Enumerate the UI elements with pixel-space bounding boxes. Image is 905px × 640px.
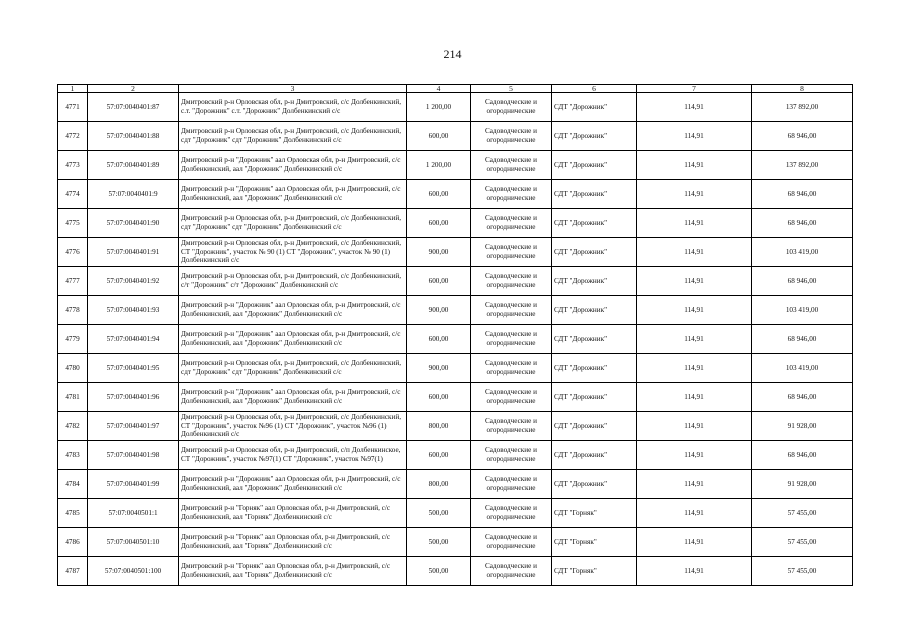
column-header: 7 bbox=[637, 85, 752, 93]
row-number-cell: 4787 bbox=[58, 557, 88, 586]
area-cell: 900,00 bbox=[407, 238, 471, 267]
total-value-cell: 103 419,00 bbox=[752, 238, 853, 267]
total-value-cell: 68 946,00 bbox=[752, 441, 853, 470]
land-use-cell: Садоводческие и огороднические bbox=[471, 499, 552, 528]
cadastral-number-cell: 57:07:0040401:94 bbox=[88, 325, 179, 354]
row-number-cell: 4786 bbox=[58, 528, 88, 557]
land-use-cell: Садоводческие и огороднические bbox=[471, 296, 552, 325]
address-cell: Дмитровский р-н "Горняк" аал Орловская обл, р-н Дмитровский, с/с Долбенкинский, аал "Горняк" Долбенкинский с/с bbox=[179, 557, 407, 586]
row-number-cell: 4785 bbox=[58, 499, 88, 528]
cadastral-number-cell: 57:07:0040501:1 bbox=[88, 499, 179, 528]
unit-price-cell: 114,91 bbox=[637, 325, 752, 354]
address-cell: Дмитровский р-н "Дорожник" аал Орловская обл, р-н Дмитровский, с/с Долбенкинский, аал "Дорожник" Долбенкинский с/с bbox=[179, 296, 407, 325]
organization-cell: СДТ "Дорожник" bbox=[552, 325, 637, 354]
row-number-cell: 4773 bbox=[58, 151, 88, 180]
land-use-cell: Садоводческие и огороднические bbox=[471, 470, 552, 499]
row-number-cell: 4780 bbox=[58, 354, 88, 383]
total-value-cell: 57 455,00 bbox=[752, 557, 853, 586]
area-cell: 800,00 bbox=[407, 412, 471, 441]
land-use-cell: Садоводческие и огороднические bbox=[471, 267, 552, 296]
unit-price-cell: 114,91 bbox=[637, 93, 752, 122]
column-header: 6 bbox=[552, 85, 637, 93]
unit-price-cell: 114,91 bbox=[637, 151, 752, 180]
organization-cell: СДТ "Дорожник" bbox=[552, 296, 637, 325]
area-cell: 500,00 bbox=[407, 528, 471, 557]
unit-price-cell: 114,91 bbox=[637, 470, 752, 499]
area-cell: 800,00 bbox=[407, 470, 471, 499]
organization-cell: СДТ "Дорожник" bbox=[552, 354, 637, 383]
row-number-cell: 4774 bbox=[58, 180, 88, 209]
unit-price-cell: 114,91 bbox=[637, 412, 752, 441]
land-use-cell: Садоводческие и огороднические bbox=[471, 122, 552, 151]
land-use-cell: Садоводческие и огороднические bbox=[471, 93, 552, 122]
address-cell: Дмитровский р-н "Горняк" аал Орловская обл, р-н Дмитровский, с/с Долбенкинский, аал "Горняк" Долбенкинский с/с bbox=[179, 528, 407, 557]
land-use-cell: Садоводческие и огороднические bbox=[471, 528, 552, 557]
row-number-cell: 4781 bbox=[58, 383, 88, 412]
organization-cell: СДТ "Дорожник" bbox=[552, 383, 637, 412]
column-header: 3 bbox=[179, 85, 407, 93]
table-row bbox=[58, 238, 853, 267]
table-row bbox=[58, 296, 853, 325]
address-cell: Дмитровский р-н Орловская обл, р-н Дмитровский, с/с Долбенкинский, СТ "Дорожник", участок №96 (1) СТ "Дорожник", участок №96 (1) Долбенкинский с/с bbox=[179, 412, 407, 441]
cadastral-number-cell: 57:07:0040401:95 bbox=[88, 354, 179, 383]
row-number-cell: 4782 bbox=[58, 412, 88, 441]
total-value-cell: 68 946,00 bbox=[752, 209, 853, 238]
table-row bbox=[58, 412, 853, 441]
unit-price-cell: 114,91 bbox=[637, 296, 752, 325]
area-cell: 600,00 bbox=[407, 267, 471, 296]
unit-price-cell: 114,91 bbox=[637, 557, 752, 586]
row-number-cell: 4784 bbox=[58, 470, 88, 499]
table-row bbox=[58, 499, 853, 528]
total-value-cell: 137 892,00 bbox=[752, 93, 853, 122]
address-cell: Дмитровский р-н "Дорожник" аал Орловская обл, р-н Дмитровский, с/с Долбенкинский, аал "Дорожник" Долбенкинский с/с bbox=[179, 151, 407, 180]
row-number-cell: 4777 bbox=[58, 267, 88, 296]
area-cell: 600,00 bbox=[407, 383, 471, 412]
area-cell: 1 200,00 bbox=[407, 93, 471, 122]
row-number-cell: 4783 bbox=[58, 441, 88, 470]
row-number-cell: 4772 bbox=[58, 122, 88, 151]
organization-cell: СДТ "Дорожник" bbox=[552, 470, 637, 499]
area-cell: 500,00 bbox=[407, 557, 471, 586]
organization-cell: СДТ "Дорожник" bbox=[552, 238, 637, 267]
table-row bbox=[58, 267, 853, 296]
address-cell: Дмитровский р-н "Дорожник" аал Орловская обл, р-н Дмитровский, с/с Долбенкинский, аал "Дорожник" Долбенкинский с/с bbox=[179, 325, 407, 354]
column-header: 4 bbox=[407, 85, 471, 93]
area-cell: 600,00 bbox=[407, 180, 471, 209]
table-row bbox=[58, 383, 853, 412]
table-row bbox=[58, 325, 853, 354]
organization-cell: СДТ "Дорожник" bbox=[552, 441, 637, 470]
address-cell: Дмитровский р-н Орловская обл, р-н Дмитровский, с/с Долбенкинский, СТ "Дорожник", участок № 90 (1) СТ "Дорожник", участок № 90 (1) Долбенкинский с/с bbox=[179, 238, 407, 267]
area-cell: 600,00 bbox=[407, 209, 471, 238]
cadastral-number-cell: 57:07:0040401:87 bbox=[88, 93, 179, 122]
cadastral-number-cell: 57:07:0040401:89 bbox=[88, 151, 179, 180]
total-value-cell: 137 892,00 bbox=[752, 151, 853, 180]
land-use-cell: Садоводческие и огороднические bbox=[471, 383, 552, 412]
total-value-cell: 91 928,00 bbox=[752, 470, 853, 499]
table-row bbox=[58, 93, 853, 122]
column-number-row bbox=[58, 85, 853, 93]
total-value-cell: 103 419,00 bbox=[752, 354, 853, 383]
organization-cell: СДТ "Дорожник" bbox=[552, 412, 637, 441]
organization-cell: СДТ "Дорожник" bbox=[552, 267, 637, 296]
table-row bbox=[58, 180, 853, 209]
address-cell: Дмитровский р-н "Горняк" аал Орловская обл, р-н Дмитровский, с/с Долбенкинский, аал "Горняк" Долбенкинский с/с bbox=[179, 499, 407, 528]
unit-price-cell: 114,91 bbox=[637, 354, 752, 383]
cadastral-number-cell: 57:07:0040501:10 bbox=[88, 528, 179, 557]
total-value-cell: 68 946,00 bbox=[752, 267, 853, 296]
address-cell: Дмитровский р-н Орловская обл, р-н Дмитровский, с/с Долбенкинский, сдт "Дорожник" сдт "Дорожник" Долбенкинский с/с bbox=[179, 122, 407, 151]
organization-cell: СДТ "Дорожник" bbox=[552, 122, 637, 151]
land-use-cell: Садоводческие и огороднические bbox=[471, 557, 552, 586]
address-cell: Дмитровский р-н Орловская обл, р-н Дмитровский, с/п Долбенкинское, СТ "Дорожник", участок №97(1) СТ "Дорожник", участок №97(1) bbox=[179, 441, 407, 470]
total-value-cell: 91 928,00 bbox=[752, 412, 853, 441]
row-number-cell: 4778 bbox=[58, 296, 88, 325]
unit-price-cell: 114,91 bbox=[637, 383, 752, 412]
total-value-cell: 68 946,00 bbox=[752, 383, 853, 412]
table-row bbox=[58, 470, 853, 499]
area-cell: 1 200,00 bbox=[407, 151, 471, 180]
table-row bbox=[58, 151, 853, 180]
address-cell: Дмитровский р-н "Дорожник" аал Орловская обл, р-н Дмитровский, с/с Долбенкинский, аал "Дорожник" Долбенкинский с/с bbox=[179, 180, 407, 209]
column-header: 8 bbox=[752, 85, 853, 93]
land-use-cell: Садоводческие и огороднические bbox=[471, 151, 552, 180]
area-cell: 900,00 bbox=[407, 296, 471, 325]
total-value-cell: 57 455,00 bbox=[752, 499, 853, 528]
organization-cell: СДТ "Дорожник" bbox=[552, 209, 637, 238]
land-registry-table bbox=[57, 84, 853, 586]
area-cell: 500,00 bbox=[407, 499, 471, 528]
address-cell: Дмитровский р-н Орловская обл, р-н Дмитровский, с/с Долбенкинский, сдт "Дорожник" сдт "Дорожник" Долбенкинский с/с bbox=[179, 354, 407, 383]
land-use-cell: Садоводческие и огороднические bbox=[471, 325, 552, 354]
table-row bbox=[58, 557, 853, 586]
cadastral-number-cell: 57:07:0040401:97 bbox=[88, 412, 179, 441]
row-number-cell: 4771 bbox=[58, 93, 88, 122]
area-cell: 900,00 bbox=[407, 354, 471, 383]
land-use-cell: Садоводческие и огороднические bbox=[471, 209, 552, 238]
cadastral-number-cell: 57:07:0040401:91 bbox=[88, 238, 179, 267]
organization-cell: СДТ "Горняк" bbox=[552, 499, 637, 528]
land-use-cell: Садоводческие и огороднические bbox=[471, 354, 552, 383]
unit-price-cell: 114,91 bbox=[637, 441, 752, 470]
unit-price-cell: 114,91 bbox=[637, 499, 752, 528]
total-value-cell: 68 946,00 bbox=[752, 122, 853, 151]
row-number-cell: 4779 bbox=[58, 325, 88, 354]
cadastral-number-cell: 57:07:0040401:9 bbox=[88, 180, 179, 209]
table-body bbox=[58, 93, 853, 586]
land-use-cell: Садоводческие и огороднические bbox=[471, 441, 552, 470]
cadastral-number-cell: 57:07:0040401:90 bbox=[88, 209, 179, 238]
cadastral-number-cell: 57:07:0040401:98 bbox=[88, 441, 179, 470]
table-row bbox=[58, 209, 853, 238]
area-cell: 600,00 bbox=[407, 325, 471, 354]
address-cell: Дмитровский р-н Орловская обл, р-н Дмитровский, с/с Долбенкинский, с/т "Дорожник" с/т "Дорожник" Долбенкинский с/с bbox=[179, 267, 407, 296]
table-row bbox=[58, 528, 853, 557]
address-cell: Дмитровский р-н "Дорожник" аал Орловская обл, р-н Дмитровский, с/с Долбенкинский, аал "Дорожник" Долбенкинский с/с bbox=[179, 470, 407, 499]
organization-cell: СДТ "Горняк" bbox=[552, 528, 637, 557]
cadastral-number-cell: 57:07:0040401:99 bbox=[88, 470, 179, 499]
area-cell: 600,00 bbox=[407, 441, 471, 470]
column-header: 1 bbox=[58, 85, 88, 93]
cadastral-number-cell: 57:07:0040401:96 bbox=[88, 383, 179, 412]
row-number-cell: 4775 bbox=[58, 209, 88, 238]
unit-price-cell: 114,91 bbox=[637, 267, 752, 296]
unit-price-cell: 114,91 bbox=[637, 180, 752, 209]
unit-price-cell: 114,91 bbox=[637, 209, 752, 238]
table-row bbox=[58, 354, 853, 383]
table-row bbox=[58, 122, 853, 151]
total-value-cell: 68 946,00 bbox=[752, 325, 853, 354]
land-use-cell: Садоводческие и огороднические bbox=[471, 238, 552, 267]
total-value-cell: 57 455,00 bbox=[752, 528, 853, 557]
cadastral-number-cell: 57:07:0040401:93 bbox=[88, 296, 179, 325]
organization-cell: СДТ "Горняк" bbox=[552, 557, 637, 586]
total-value-cell: 103 419,00 bbox=[752, 296, 853, 325]
cadastral-number-cell: 57:07:0040501:100 bbox=[88, 557, 179, 586]
organization-cell: СДТ "Дорожник" bbox=[552, 93, 637, 122]
table-row bbox=[58, 441, 853, 470]
total-value-cell: 68 946,00 bbox=[752, 180, 853, 209]
column-header: 5 bbox=[471, 85, 552, 93]
row-number-cell: 4776 bbox=[58, 238, 88, 267]
organization-cell: СДТ "Дорожник" bbox=[552, 180, 637, 209]
unit-price-cell: 114,91 bbox=[637, 528, 752, 557]
address-cell: Дмитровский р-н Орловская обл, р-н Дмитровский, с/с Долбенкинский, сдт "Дорожник" сдт "Дорожник" Долбенкинский с/с bbox=[179, 209, 407, 238]
cadastral-number-cell: 57:07:0040401:92 bbox=[88, 267, 179, 296]
address-cell: Дмитровский р-н Орловская обл, р-н Дмитровский, с/с Долбенкинский, с.т. "Дорожник" с.т. "Дорожник" Долбенкинский с/с bbox=[179, 93, 407, 122]
organization-cell: СДТ "Дорожник" bbox=[552, 151, 637, 180]
land-use-cell: Садоводческие и огороднические bbox=[471, 412, 552, 441]
unit-price-cell: 114,91 bbox=[637, 238, 752, 267]
unit-price-cell: 114,91 bbox=[637, 122, 752, 151]
cadastral-number-cell: 57:07:0040401:88 bbox=[88, 122, 179, 151]
column-header: 2 bbox=[88, 85, 179, 93]
address-cell: Дмитровский р-н "Дорожник" аал Орловская обл, р-н Дмитровский, с/с Долбенкинский, аал "Дорожник" Долбенкинский с/с bbox=[179, 383, 407, 412]
land-use-cell: Садоводческие и огороднические bbox=[471, 180, 552, 209]
area-cell: 600,00 bbox=[407, 122, 471, 151]
page-number: 214 bbox=[443, 47, 462, 61]
